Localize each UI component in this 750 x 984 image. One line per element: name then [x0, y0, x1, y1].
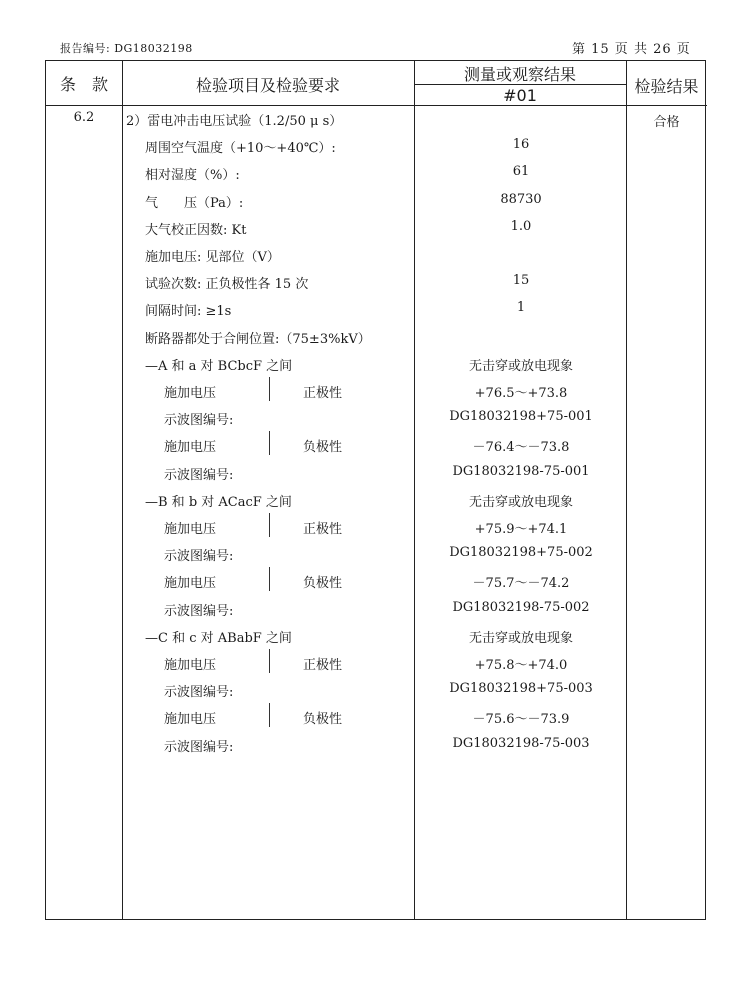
measurement-value: DG18032198+75-001 — [449, 409, 593, 425]
header-bottom-line — [46, 105, 707, 106]
test-item-label: 施加电压: 见部位（V） — [145, 250, 280, 265]
measurement-value: +75.8～+74.0 — [474, 658, 568, 673]
measurement-value: DG18032198-75-001 — [452, 463, 590, 479]
test-item-label: 大气校正因数: Kt — [145, 222, 247, 238]
measurement-value: 1 — [516, 300, 526, 316]
header-test-item: 检验项目及检验要求 — [195, 76, 340, 95]
measurement-value: 无击穿或放电现象 — [468, 494, 573, 510]
verdict-value: 合格 — [653, 115, 680, 130]
table-row — [46, 678, 707, 700]
table-row — [46, 488, 707, 510]
table-row — [46, 107, 707, 129]
measurement-value: －76.4～－73.8 — [472, 440, 570, 456]
table-row — [46, 733, 707, 755]
table-row — [46, 379, 707, 401]
measurement-value: +76.5～+73.8 — [474, 386, 568, 401]
table-row — [46, 161, 707, 183]
polarity-label: 负极性 — [303, 440, 343, 456]
polarity-divider — [269, 431, 270, 455]
test-item-label: 间隔时间: ≥1s — [145, 304, 232, 320]
table-row — [46, 243, 707, 265]
measurement-value: DG18032198+75-003 — [449, 681, 593, 697]
test-item-label: —B 和 b 对 ACacF 之间 — [145, 494, 292, 510]
test-item-label: 周围空气温度（+10～+40℃）: — [145, 141, 336, 157]
polarity-divider — [269, 649, 270, 673]
test-item-label: —C 和 c 对 ABabF 之间 — [145, 630, 292, 646]
table-row — [46, 542, 707, 564]
table-row — [46, 705, 707, 727]
table-row — [46, 406, 707, 428]
test-item-label: 2）雷电冲击电压试验（1.2/50 μ s） — [126, 114, 343, 129]
header-measurement: 测量或观察结果 — [463, 65, 576, 84]
polarity-label: 正极性 — [303, 658, 343, 673]
test-item-label: —A 和 a 对 BCbcF 之间 — [145, 358, 293, 374]
polarity-divider — [269, 377, 270, 401]
measurement-value: 88730 — [500, 191, 542, 207]
measurement-value: +75.9～+74.1 — [474, 522, 568, 537]
table-row — [46, 569, 707, 591]
test-item-label: 示波图编号: — [164, 413, 234, 429]
inspection-table — [45, 60, 706, 920]
report-number: 报告编号: DG18032198 — [60, 42, 193, 55]
polarity-label: 负极性 — [303, 712, 343, 728]
test-item-label: 示波图编号: — [164, 685, 234, 701]
table-row — [46, 297, 707, 319]
clause-number: 6.2 — [73, 110, 95, 125]
test-item-label: 示波图编号: — [164, 739, 234, 755]
table-row — [46, 134, 707, 156]
measurement-value: DG18032198-75-002 — [452, 599, 590, 615]
measurement-value: 1.0 — [510, 218, 532, 234]
measurement-value: 61 — [512, 164, 530, 180]
table-row — [46, 651, 707, 673]
header-clause: 条 款 — [59, 75, 108, 94]
table-row — [46, 270, 707, 292]
test-item-label: 试验次数: 正负极性各 15 次 — [145, 277, 309, 293]
test-item-label: 示波图编号: — [164, 549, 234, 565]
table-row — [46, 461, 707, 483]
measurement-value: －75.7～－74.2 — [472, 576, 570, 592]
test-item-label: 施加电压 — [164, 576, 217, 592]
table-row — [46, 515, 707, 537]
measurement-value: 无击穿或放电现象 — [468, 358, 573, 374]
measurement-value: 15 — [512, 273, 530, 289]
page-number: 第 15 页 共 26 页 — [572, 42, 691, 57]
header-verdict: 检验结果 — [634, 77, 699, 96]
table-row — [46, 216, 707, 238]
test-item-label: 施加电压 — [164, 440, 217, 456]
table-row — [46, 624, 707, 646]
test-item-label: 施加电压 — [164, 386, 217, 401]
polarity-divider — [269, 567, 270, 591]
test-item-label: 断路器都处于合闸位置:（75±3%kV） — [145, 331, 371, 347]
measurement-value: 16 — [512, 137, 530, 153]
test-item-label: 施加电压 — [164, 522, 217, 537]
table-row — [46, 352, 707, 374]
table-row — [46, 189, 707, 211]
test-item-label: 施加电压 — [164, 658, 217, 673]
polarity-divider — [269, 513, 270, 537]
measurement-value: DG18032198-75-003 — [452, 735, 590, 751]
measurement-value: －75.6～－73.9 — [472, 712, 570, 728]
measurement-value: 无击穿或放电现象 — [468, 630, 573, 646]
test-item-label: 相对湿度（%）: — [145, 168, 240, 184]
polarity-divider — [269, 703, 270, 727]
measurement-value: DG18032198+75-002 — [449, 545, 593, 561]
test-item-label: 气 压（Pa）: — [145, 195, 244, 211]
table-row — [46, 433, 707, 455]
polarity-label: 正极性 — [303, 522, 343, 537]
test-item-label: 示波图编号: — [164, 603, 234, 619]
table-row — [46, 597, 707, 619]
test-item-label: 施加电压 — [164, 712, 217, 728]
header-sample-no: #01 — [503, 86, 537, 105]
polarity-label: 正极性 — [303, 386, 343, 401]
test-item-label: 示波图编号: — [164, 467, 234, 483]
polarity-label: 负极性 — [303, 576, 343, 592]
table-row — [46, 325, 707, 347]
